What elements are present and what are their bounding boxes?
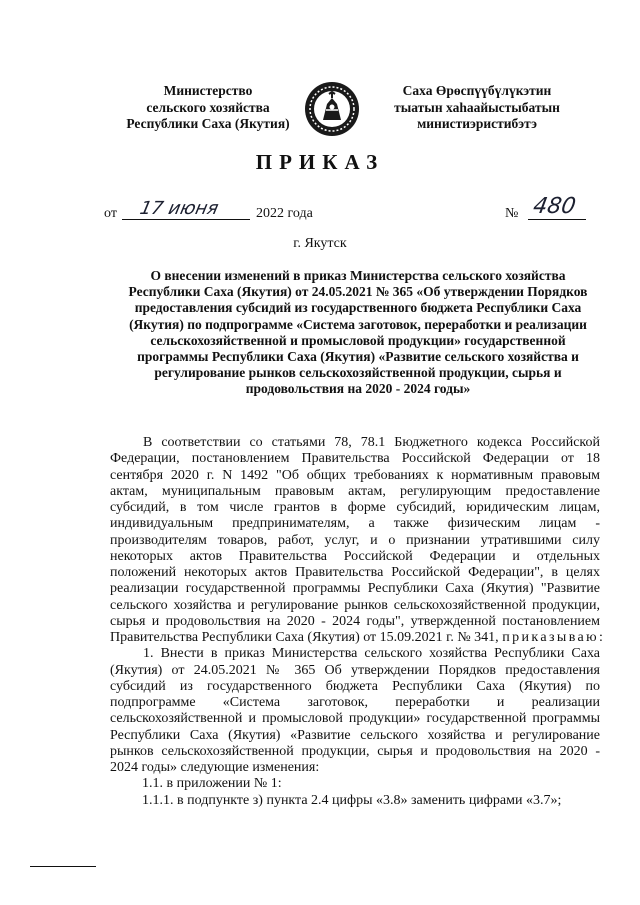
handwritten-number [530, 192, 578, 220]
preamble-last-line [110, 630, 606, 646]
item1-line: сельскохозяйственной и промысловой продукции» государственной программы [110, 711, 600, 727]
ministry-name-russian [118, 83, 298, 133]
item1-1-1: 1.1.1. в подпункте з) пункта 2.4 цифры «3.8» заменить цифрами «3.7»; [142, 792, 562, 808]
item1-line: субсидий из государственного бюджета Республики Саха (Якутия) по [110, 678, 600, 694]
order-subject [100, 268, 616, 398]
ministry-name-sakha [372, 83, 582, 133]
handwritten-date-text: 17 июня [137, 198, 221, 219]
subject-line: программы Республики Саха (Якутия) «Развитие сельского хозяйства и [137, 349, 579, 365]
preamble-line: субсидий, в том числе грантов в форме субсидий, юридическим лицам, [110, 500, 600, 515]
number-sign: № [505, 206, 519, 221]
preamble-line: Федерации, постановлением Правительства Российской Федерации от 18 [110, 451, 600, 467]
subject-line: О внесении изменений в приказ Министерства сельского хозяйства [150, 268, 566, 283]
date-underline [122, 219, 250, 220]
document-title: ПРИКАЗ [255, 150, 385, 174]
preamble-line: сентября 2020 г. N 1492 "Об общих требованиях к нормативным правовым [110, 467, 600, 483]
item1-line: (Якутия) от 24.05.2021 № 365 Об утверждении Порядков предоставления [110, 662, 600, 678]
ministry-sakha-line: министиэристибэтэ [417, 116, 537, 131]
date-year: 2022 года [256, 206, 313, 221]
item1-line: рынков сельскохозяйственной продукции, сырья и продовольствия на 2020 - [110, 743, 600, 759]
preamble-line: В соответствии со статьями 78, 78.1 Бюджетного кодекса Российской [143, 435, 600, 450]
item1-line: 1. Внести в приказ Министерства сельского хозяйства Республики Саха [143, 646, 600, 662]
order-body [110, 435, 606, 809]
preamble-line: реализации государственной программы Республики Саха (Якутия) "Развитие [110, 581, 600, 597]
item1-line: подпрограмме «Система заготовок, переработки и реализации [110, 695, 600, 710]
subject-line: (Якутия) по подпрограмме «Система заготовок, переработки и реализации [129, 316, 587, 332]
ministry-ru-line: сельского хозяйства [146, 99, 270, 115]
date-prefix: от [104, 206, 117, 221]
subject-line: предоставления субсидий из государственного бюджета Республики Саха [134, 300, 582, 316]
preamble-line: положений некоторых актов Правительства Российской Федерации", в целях [110, 565, 600, 580]
preamble-line: сырья и продовольствия на 2020 - 2024 годы", утвержденной постановлением [110, 613, 600, 629]
item1-1: 1.1. в приложении № 1: [142, 776, 282, 792]
preamble-line: актам, муниципальным правовым актам, регулирующим предоставление [110, 483, 600, 499]
subject-line: сельскохозяйственной и промысловой продукции» государственной [150, 332, 566, 348]
preamble-line: сельского хозяйства и регулирование рынков сельскохозяйственной продукции, [110, 597, 600, 613]
subject-line: регулирование рынков сельскохозяйственной продукции, сырья и [154, 365, 562, 381]
ministry-sakha-line: тыатын хаһаайыстыбатын [394, 99, 560, 115]
handwritten-date [135, 195, 247, 221]
number-underline [528, 219, 586, 220]
ministry-ru-line: Республики Саха (Якутия) [126, 116, 290, 131]
item1-line: 2024 годы» следующие изменения: [110, 760, 320, 775]
preamble-line: некоторых актов Правительства Российской Федерации и отдельных [110, 548, 600, 564]
city: г. Якутск [293, 236, 347, 251]
ministry-ru-line: Министерство [163, 83, 253, 98]
republic-coat-of-arms-icon [303, 80, 361, 138]
subject-line: продовольствия на 2020 - 2024 годы» [245, 381, 471, 397]
subject-line: Республики Саха (Якутия) от 24.05.2021 № 365 «Об утверждении Порядков [128, 284, 588, 300]
footnote-rule [30, 866, 96, 867]
ministry-sakha-line: Саха Өрөспүүбүлүкэтин [402, 83, 552, 98]
preamble-line: индивидуальным предпринимателям, а также физическим лицам - [110, 516, 600, 532]
preamble-last-text: Правительства Республики Саха (Якутия) от 15.09.2021 г. № 341, [110, 630, 499, 645]
handwritten-number-text: 480 [531, 193, 578, 219]
item1-line: Республики Саха (Якутия) «Развитие сельского хозяйства и регулирование [110, 727, 600, 743]
order-word: приказываю: [502, 630, 606, 645]
preamble-line: производителям товаров, работ, услуг, и о признании утратившими силу [110, 532, 600, 548]
